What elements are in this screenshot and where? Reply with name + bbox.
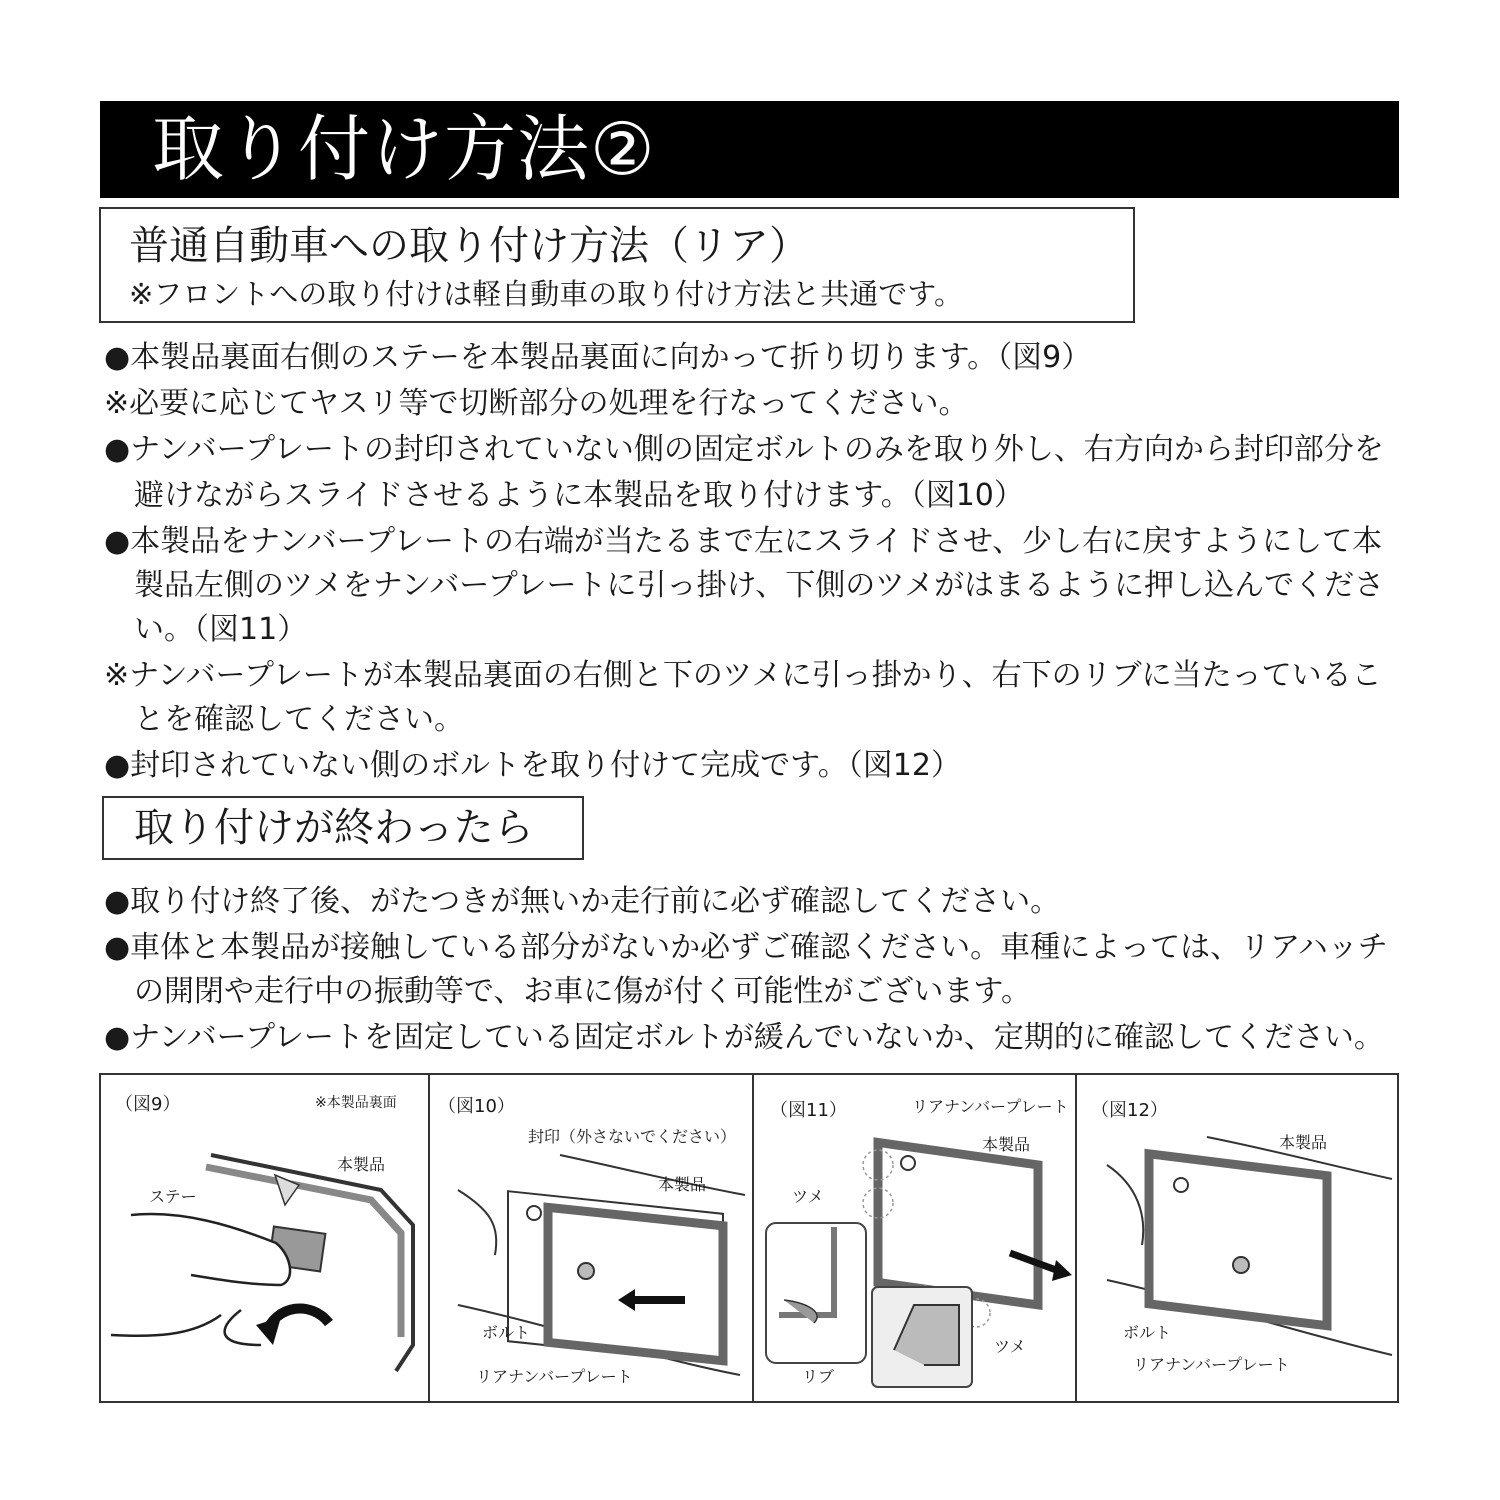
after-install-line: ●車体と本製品が接触している部分がないか必ずご確認ください。車種によっては、リアハッチ — [104, 930, 1388, 965]
bolt-callout: ボルト — [482, 1323, 531, 1342]
instruction-line: 避けながらスライドさせるように本製品を取り付けます。（図10） — [104, 478, 1024, 513]
section-rear-install — [99, 207, 1135, 323]
figure-label: （図12） — [1091, 1100, 1168, 1121]
after-install-line: ●ナンバープレートを固定している固定ボルトが緩んでいないか、定期的に確認してください。 — [104, 1020, 1384, 1055]
figure-12-illustration — [1077, 1075, 1397, 1401]
figure-9 — [101, 1075, 428, 1401]
figure-10 — [430, 1075, 752, 1401]
figure-9-illustration — [101, 1075, 428, 1401]
plate-callout: リアナンバープレート — [476, 1367, 633, 1386]
figure-panels — [99, 1073, 1399, 1403]
title-bar — [100, 101, 1399, 198]
instruction-line: ※必要に応じてヤスリ等で切断部分の処理を行なってください。 — [104, 386, 969, 421]
figure-12 — [1077, 1075, 1397, 1401]
after-install-line: の開閉や走行中の振動等で、お車に傷が付く可能性がございます。 — [104, 974, 1031, 1009]
product-callout: 本製品 — [982, 1135, 1031, 1154]
claw-callout: ツメ — [994, 1337, 1026, 1356]
instruction-line: ※ナンバープレートが本製品裏面の右側と下のツメに引っ掛かり、右下のリブに当たっているこ — [104, 658, 1382, 693]
after-install-line: ●取り付け終了後、がたつきが無いか走行前に必ず確認してください。 — [104, 884, 1061, 919]
plate-callout: リアナンバープレート — [1133, 1355, 1290, 1374]
product-callout: 本製品 — [337, 1155, 386, 1174]
page-title: 取り付け方法② — [152, 107, 656, 191]
plate-callout: リアナンバープレート — [912, 1097, 1069, 1116]
instruction-line: ●本製品裏面右側のステーを本製品裏面に向かって折り切ります。（図9） — [104, 340, 1092, 375]
figure-label: （図11） — [770, 1100, 847, 1121]
bolt-callout: ボルト — [1123, 1323, 1172, 1342]
stay-callout: ステー — [149, 1187, 197, 1206]
instruction-line: ●封印されていない側のボルトを取り付けて完成です。（図12） — [104, 748, 961, 783]
section-after-install — [102, 796, 584, 860]
figure-11 — [754, 1075, 1075, 1401]
instruction-line: ●本製品をナンバープレートの右端が当たるまで左にスライドさせ、少し右に戻すようにして本 — [104, 524, 1383, 559]
figure-10-illustration — [430, 1075, 752, 1401]
section-note: ※フロントへの取り付けは軽自動車の取り付け方法と共通です。 — [129, 277, 963, 311]
figure-note: ※本製品裏面 — [315, 1095, 397, 1111]
rib-callout: リブ — [802, 1367, 835, 1386]
figure-label: （図9） — [115, 1094, 181, 1115]
section-heading: 普通自動車への取り付け方法（リア） — [129, 223, 809, 269]
figure-label: （図10） — [438, 1096, 515, 1117]
instruction-line: い。（図11） — [104, 612, 308, 647]
instruction-line: とを確認してください。 — [104, 702, 464, 737]
section-heading: 取り付けが終わったら — [134, 805, 534, 851]
seal-callout: 封印（外さないでください） — [528, 1127, 737, 1146]
instruction-line: ●ナンバープレートの封印されていない側の固定ボルトのみを取り外し、右方向から封印部分を — [104, 432, 1384, 467]
claw-callout: ツメ — [792, 1187, 824, 1206]
figure-11-illustration — [754, 1075, 1075, 1401]
product-callout: 本製品 — [1279, 1133, 1328, 1152]
instruction-line: 製品左側のツメをナンバープレートに引っ掛け、下側のツメがはまるように押し込んでくださ — [104, 568, 1385, 603]
product-callout: 本製品 — [658, 1175, 707, 1194]
